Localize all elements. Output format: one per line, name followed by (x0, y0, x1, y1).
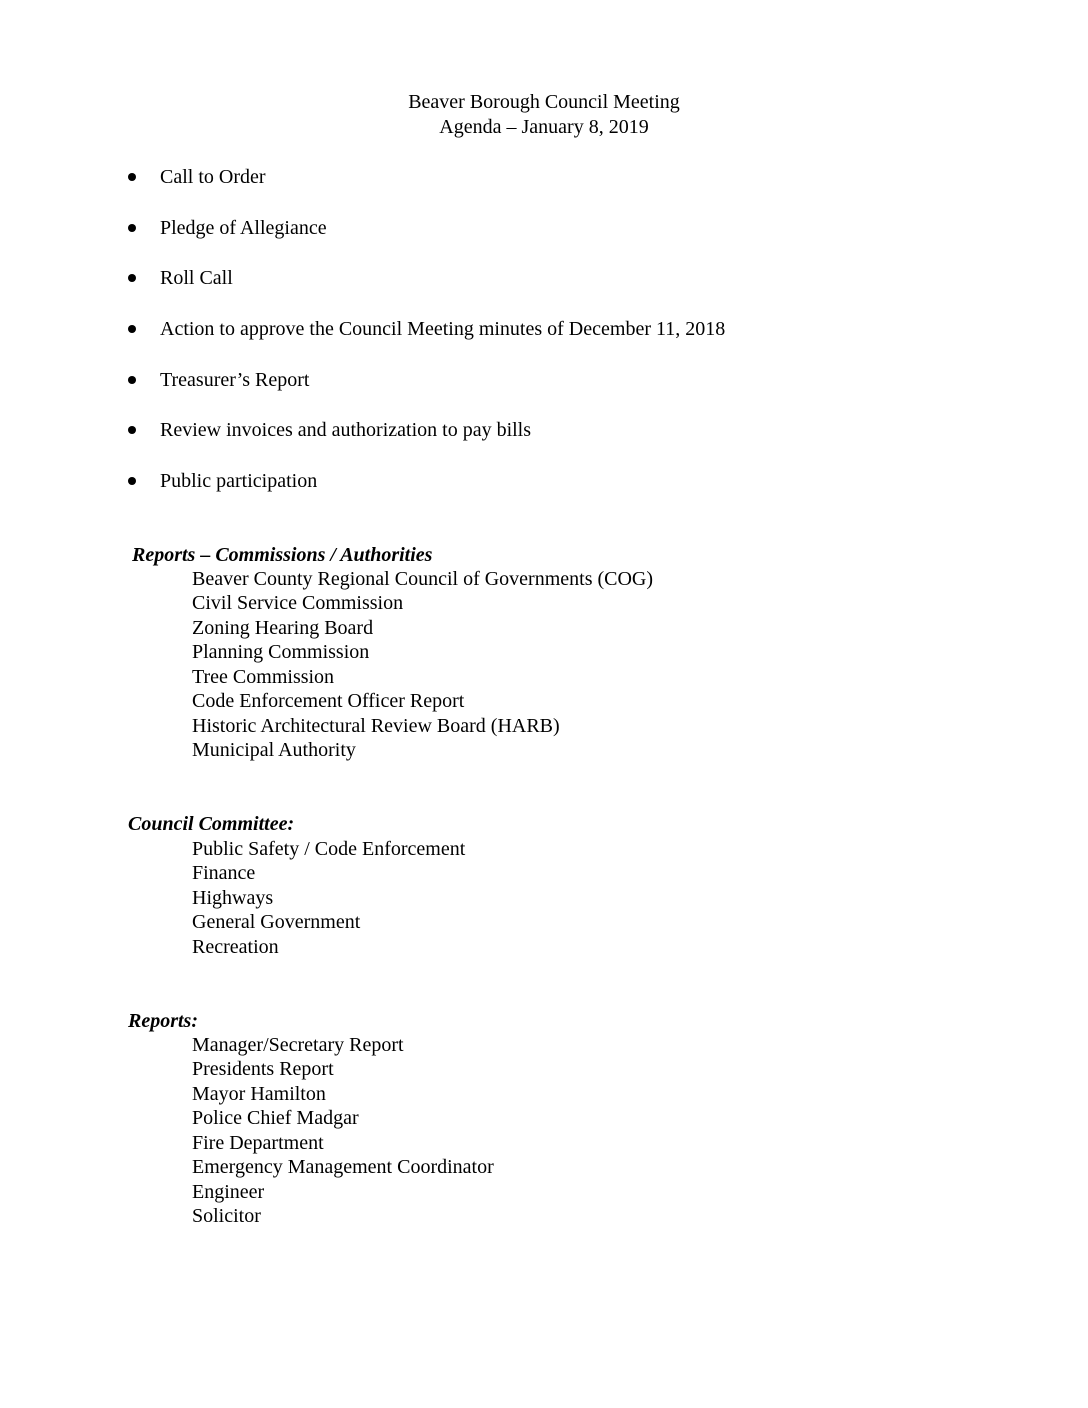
section-item: Beaver County Regional Council of Governments (COG) (192, 568, 654, 590)
section-item: Recreation (192, 936, 279, 958)
agenda-item (0, 216, 900, 240)
agenda-item (0, 418, 900, 442)
bullet-icon (128, 376, 136, 384)
agenda-item-text: Treasurer’s Report (160, 369, 310, 391)
section-item: Municipal Authority (192, 739, 356, 761)
section-item: Police Chief Madgar (192, 1107, 359, 1129)
section-heading: Reports: (128, 1010, 198, 1032)
section-item: Historic Architectural Review Board (HARB) (192, 715, 560, 737)
page-title: Beaver Borough Council Meeting (408, 91, 680, 113)
bullet-icon (128, 325, 136, 333)
bullet-icon (128, 224, 136, 232)
agenda-item-text: Action to approve the Council Meeting minutes of December 11, 2018 (160, 318, 726, 340)
section-item: Finance (192, 862, 256, 884)
section-item: General Government (192, 911, 361, 933)
agenda-item-text: Call to Order (160, 166, 266, 188)
section-item: Engineer (192, 1181, 265, 1203)
agenda-item (0, 469, 900, 493)
agenda-date: Agenda – January 8, 2019 (439, 116, 649, 138)
section-heading: Council Committee: (128, 813, 295, 835)
section-item: Tree Commission (192, 666, 335, 688)
bullet-icon (128, 173, 136, 181)
section-item: Solicitor (192, 1205, 261, 1227)
agenda-item-text: Public participation (160, 470, 318, 492)
agenda-item-text: Review invoices and authorization to pay bills (160, 419, 532, 441)
bullet-icon (128, 426, 136, 434)
agenda-item (0, 266, 900, 290)
agenda-item (0, 368, 900, 392)
section-item: Manager/Secretary Report (192, 1034, 404, 1056)
agenda-item-text: Pledge of Allegiance (160, 217, 327, 239)
section-heading: Reports – Commissions / Authorities (132, 544, 433, 566)
section-item: Mayor Hamilton (192, 1083, 326, 1105)
section-item: Fire Department (192, 1132, 324, 1154)
bullet-icon (128, 477, 136, 485)
bullet-icon (128, 274, 136, 282)
section-item: Civil Service Commission (192, 592, 404, 614)
section-item: Code Enforcement Officer Report (192, 690, 465, 712)
section-item: Planning Commission (192, 641, 370, 663)
agenda-item (0, 317, 900, 341)
agenda-item-text: Roll Call (160, 267, 233, 289)
section-item: Emergency Management Coordinator (192, 1156, 494, 1178)
agenda-item (0, 165, 900, 189)
section-item: Presidents Report (192, 1058, 334, 1080)
section-item: Public Safety / Code Enforcement (192, 838, 466, 860)
section-item: Highways (192, 887, 274, 909)
section-item: Zoning Hearing Board (192, 617, 374, 639)
